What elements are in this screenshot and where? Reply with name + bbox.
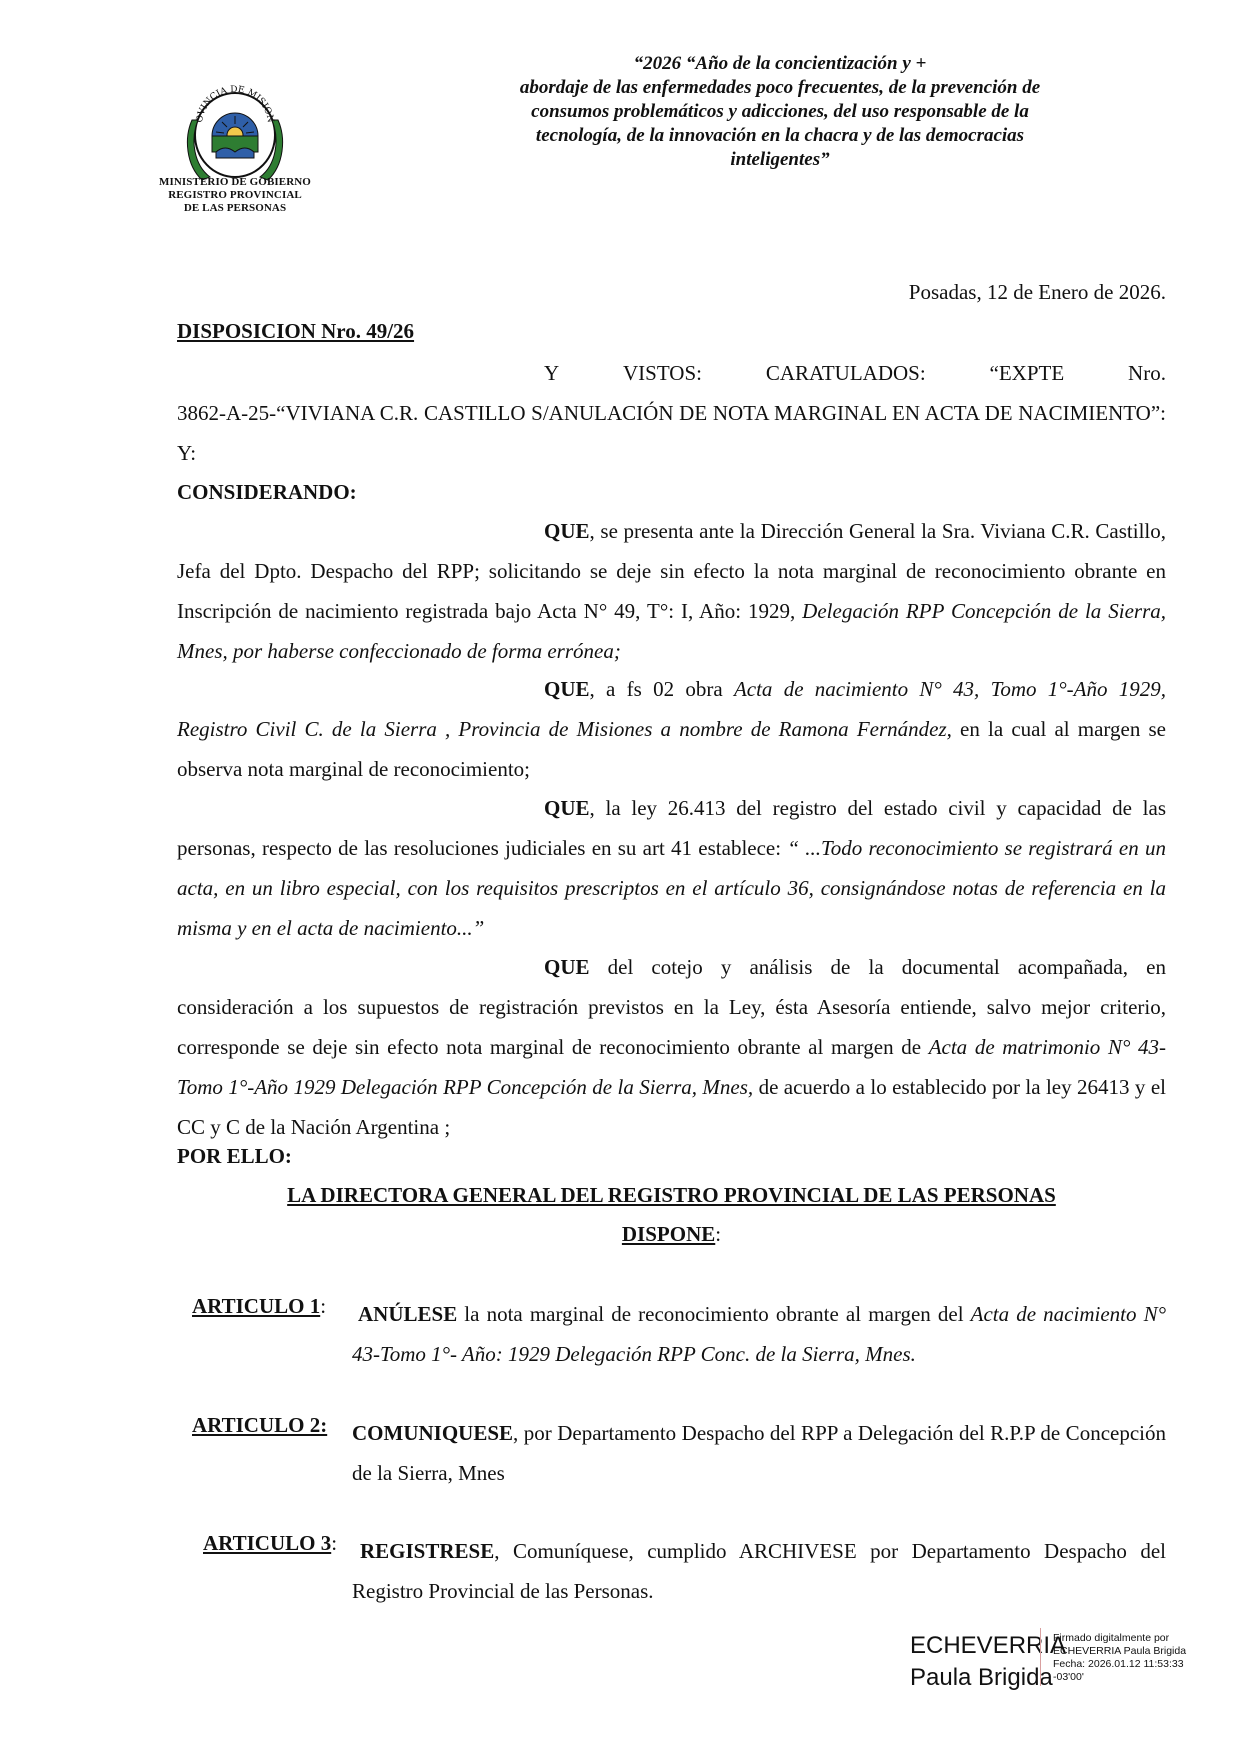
directora-title [177,1175,1166,1215]
article-verb: REGISTRESE [360,1539,495,1563]
que-label: QUE [544,796,590,820]
article-1-text [352,1294,1166,1374]
motto-line: “2026 “Año de la concientización y + [633,53,927,74]
que-paragraph-1 [177,511,1166,671]
motto-line: inteligentes” [730,149,830,170]
seal-emblem [180,80,290,185]
vistos-word: “EXPTE [989,361,1065,385]
que-label: QUE [544,677,590,701]
que3-text: , la ley 26.413 del registro del estado civil y capacidad de las personas, respecto de las resoluciones judiciales en su art 41 establece: [177,796,1166,860]
signature-meta-line: ECHEVERRIA Paula Brigida [1053,1645,1187,1657]
ministry-line: DE LAS PERSONAS [183,202,287,214]
que2-italic: Acta de nacimiento N° 43, Tomo 1°-Año 1929, Registro Civil C. de la Sierra , Provincia de Misiones a nombre de Ramona Fernández, [177,677,1166,741]
que4-text-b: de acuerdo a lo establecido por la ley 26413 y el CC y C de la Nación Argentina ; [177,1075,1166,1139]
vistos-first-line [177,353,1166,393]
signature-meta-line: Fecha: 2026.01.12 11:53:33 [1053,1658,1184,1670]
que4-text-a: del cotejo y análisis de la documental acompañada, en consideración a los supuestos de registración previstos en la Ley, ésta Asesoría entiende, salvo mejor criterio, corresponde se deje sin efecto nota marginal de reconocimiento obrante al margen de [177,955,1166,1059]
disposition-title: DISPOSICION Nro. 49/26 [177,319,415,343]
vistos-word: Nro. [1128,361,1166,385]
que-label: QUE [544,519,590,543]
signature-meta-line: -03'00' [1053,1671,1084,1683]
signature-surname: ECHEVERRIA [910,1632,1067,1659]
que3-italic: “ ...Todo reconocimiento se registrará en un acta, en un libro especial, con los requisitos prescriptos en el artículo 36, consignándose notas de referencia en la misma y en el acta de nacimiento...” [177,836,1166,940]
motto-line: abordaje de las enfermedades poco frecuentes, de la prevención de [519,77,1041,98]
que-paragraph-2 [177,669,1166,789]
article-3-label [203,1531,337,1556]
signature-name [910,1630,1066,1694]
ministry-line: MINISTERIO DE GOBIERNO [159,176,311,188]
dispone-heading [177,1214,1166,1254]
provincial-seal [180,80,290,185]
article-verb: ANÚLESE [358,1302,458,1326]
vistos-word: VISTOS: [623,361,702,385]
article-label: ARTICULO 1 [192,1294,321,1318]
que2-text-b: en la cual al margen se observa nota marginal de reconocimiento; [177,717,1166,781]
dispone-colon: : [715,1222,722,1246]
article-2-text [352,1413,1166,1493]
signature-meta-line: Firmado digitalmente por [1053,1632,1170,1644]
motto-line: consumos problemáticos y adicciones, del uso responsable de la [531,101,1029,122]
article-label: ARTICULO 2: [192,1413,328,1437]
article-2-label [192,1413,327,1438]
article-body: la nota marginal de reconocimiento obrante al margen del [457,1302,971,1326]
signature-metadata [1053,1632,1193,1684]
que2-text-a: , a fs 02 obra [589,677,734,701]
article-1-label [192,1294,326,1319]
motto-line: tecnología, de la innovación en la chacra y de las democracias [535,125,1025,146]
que-paragraph-4 [177,947,1166,1147]
article-colon: : [331,1531,338,1555]
article-3-text [352,1531,1166,1611]
que1-italic: Delegación RPP Concepción de la Sierra, Mnes, por haberse confeccionado de forma errónea; [177,599,1166,663]
vistos-word: CARATULADOS: [765,361,926,385]
article-verb: COMUNIQUESE [352,1421,514,1445]
vistos-paragraph [177,353,1166,473]
que-label: QUE [544,955,590,979]
article-colon: : [320,1294,327,1318]
year-motto [470,52,1090,172]
que-paragraph-3 [177,788,1166,948]
dispone-label: DISPONE [621,1222,716,1246]
que4-italic: Acta de matrimonio N° 43-Tomo 1°-Año 1929 Delegación RPP Concepción de la Sierra, Mnes, [177,1035,1166,1099]
vistos-rest: 3862-A-25-“VIVIANA C.R. CASTILLO S/ANULACIÓN DE NOTA MARGINAL EN ACTA DE NACIMIENTO”: Y: [177,401,1166,465]
directora-title-text: LA DIRECTORA GENERAL DEL REGISTRO PROVINCIAL DE LAS PERSONAS [287,1183,1056,1207]
article-body: , por Departamento Despacho del RPP a Delegación del R.P.P de Concepción de la Sierra, Mnes [352,1421,1166,1485]
considerando-heading: CONSIDERANDO: [177,480,357,504]
que1-text: , se presenta ante la Dirección General la Sra. Viviana C.R. Castillo, Jefa del Dpto. Despacho del RPP; solicitando se deje sin efecto la nota marginal de reconocimiento obrante en Inscripción de nacimiento registrada bajo Acta N° 49, T°: I, Año: 1929, [177,519,1166,623]
signature-given-name: Paula Brigida [910,1664,1053,1691]
article-italic: Acta de nacimiento N° 43-Tomo 1°- Año: 1929 Delegación RPP Conc. de la Sierra, Mnes. [352,1302,1166,1366]
article-body: , Comuníquese, cumplido ARCHIVESE por Departamento Despacho del Registro Provincial de las Personas. [352,1539,1166,1603]
vistos-word: Y [544,361,560,385]
seal-top-text: OVINCIA DE MISION [194,84,276,124]
ministry-block [120,176,350,215]
ministry-line: REGISTRO PROVINCIAL [168,189,302,201]
signature-divider [1040,1628,1042,1686]
date-line: Posadas, 12 de Enero de 2026. [908,280,1166,304]
article-label: ARTICULO 3 [203,1531,332,1555]
por-ello-heading: POR ELLO: [177,1144,292,1168]
